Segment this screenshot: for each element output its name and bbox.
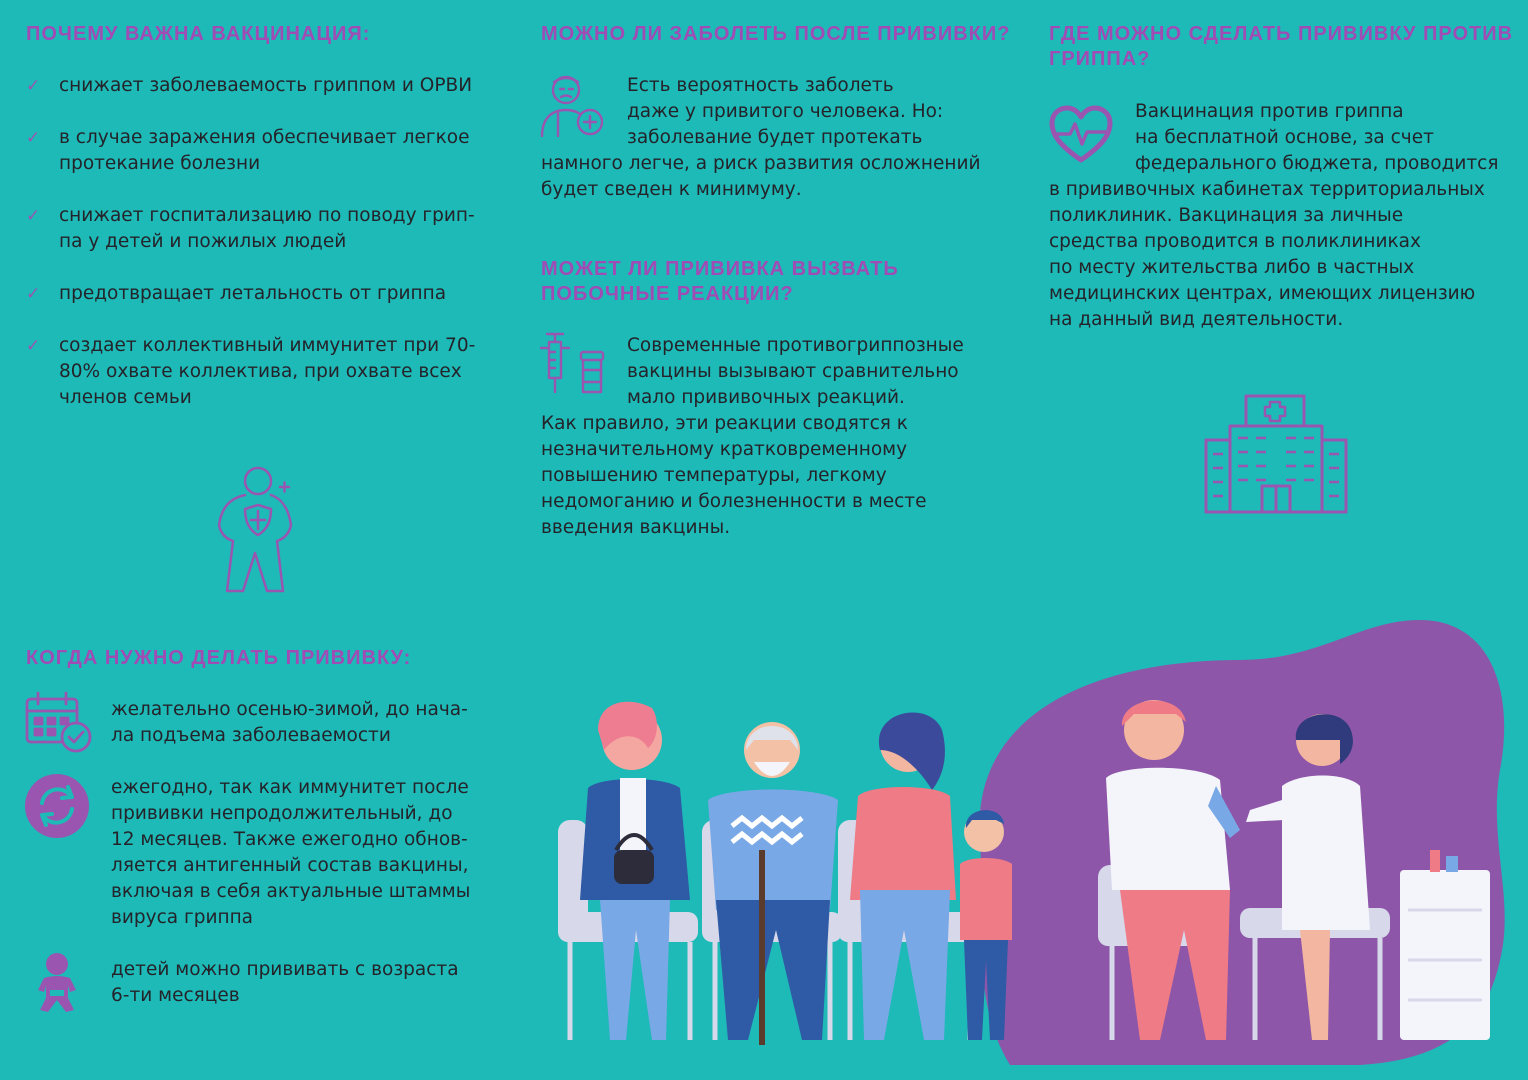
annual-cycle-icon: [24, 773, 90, 839]
where-text: в прививочных кабинетах территориальных поликлиник. Вакцинация за личные средства проводится в поликлиниках по месту жительства либо в частных медицинских центрах, имеющих лицензию на данный вид деятельности.: [1049, 179, 1485, 330]
sick-heading: МОЖНО ЛИ ЗАБОЛЕТЬ ПОСЛЕ ПРИВИВКИ?: [541, 23, 1011, 45]
list-item-text: создает коллективный иммунитет при 70- 80% охвате коллектива, при охвате всех членов семьи: [59, 335, 476, 408]
immune-person-shield-icon: [205, 465, 305, 595]
why-heading: ПОЧЕМУ ВАЖНА ВАКЦИНАЦИЯ:: [26, 23, 371, 45]
syringe-vial-icon: [537, 330, 611, 396]
when-item-2-text: ежегодно, так как иммунитет после прививки непродолжительный, до 12 месяцев. Также ежегодно обнов- ляется антигенный состав вакцины, включая в себя актуальные штаммы вируса гриппа: [111, 777, 471, 928]
side-effects-heading: МОЖЕТ ЛИ ПРИВИВКА ВЫЗВАТЬ ПОБОЧНЫЕ РЕАКЦИИ?: [541, 258, 899, 305]
check-icon: ✓: [26, 76, 41, 96]
when-item-3-text: детей можно прививать с возраста 6-ти месяцев: [111, 959, 459, 1006]
list-item-text: предотвращает летальность от гриппа: [59, 283, 447, 304]
when-heading: КОГДА НУЖНО ДЕЛАТЬ ПРИВИВКУ:: [26, 647, 412, 669]
sick-text: намного легче, а риск развития осложнений будет сведен к минимуму.: [541, 153, 981, 200]
side-effects-text: Как правило, эти реакции сводятся к незначительному кратковременному повышению температуры, легкому недомоганию и болезненности в месте введения вакцины.: [541, 413, 927, 538]
check-icon: ✓: [26, 128, 41, 148]
sick-person-icon: [538, 72, 608, 138]
hospital-building-icon: [1204, 394, 1348, 514]
list-item-text: в случае заражения обеспечивает легкое протекание болезни: [59, 127, 470, 174]
where-heading: ГДЕ МОЖНО СДЕЛАТЬ ПРИВИВКУ ПРОТИВ ГРИППА?: [1049, 23, 1514, 70]
when-item-1-text: желательно осенью-зимой, до нача- ла подъема заболеваемости: [111, 699, 468, 746]
check-icon: ✓: [26, 336, 41, 356]
list-item-text: снижает госпитализацию по поводу грип- па у детей и пожилых людей: [59, 205, 475, 252]
heart-pulse-icon: [1048, 104, 1114, 166]
where-text-indented: Вакцинация против гриппа на бесплатной основе, за счет федерального бюджета, проводится: [1135, 101, 1499, 174]
vaccination-queue-illustration: [540, 600, 1528, 1080]
list-item-text: снижает заболеваемость гриппом и ОРВИ: [59, 75, 473, 96]
sick-text-indented: Есть вероятность заболеть даже у привитого человека. Но: заболевание будет протекать: [627, 75, 944, 148]
check-icon: ✓: [26, 206, 41, 226]
side-effects-text-indented: Современные противогриппозные вакцины вызывают сравнительно мало прививочных реакций.: [627, 335, 964, 408]
calendar-check-icon: [24, 690, 94, 754]
check-icon: ✓: [26, 284, 41, 304]
baby-icon: [30, 952, 84, 1014]
